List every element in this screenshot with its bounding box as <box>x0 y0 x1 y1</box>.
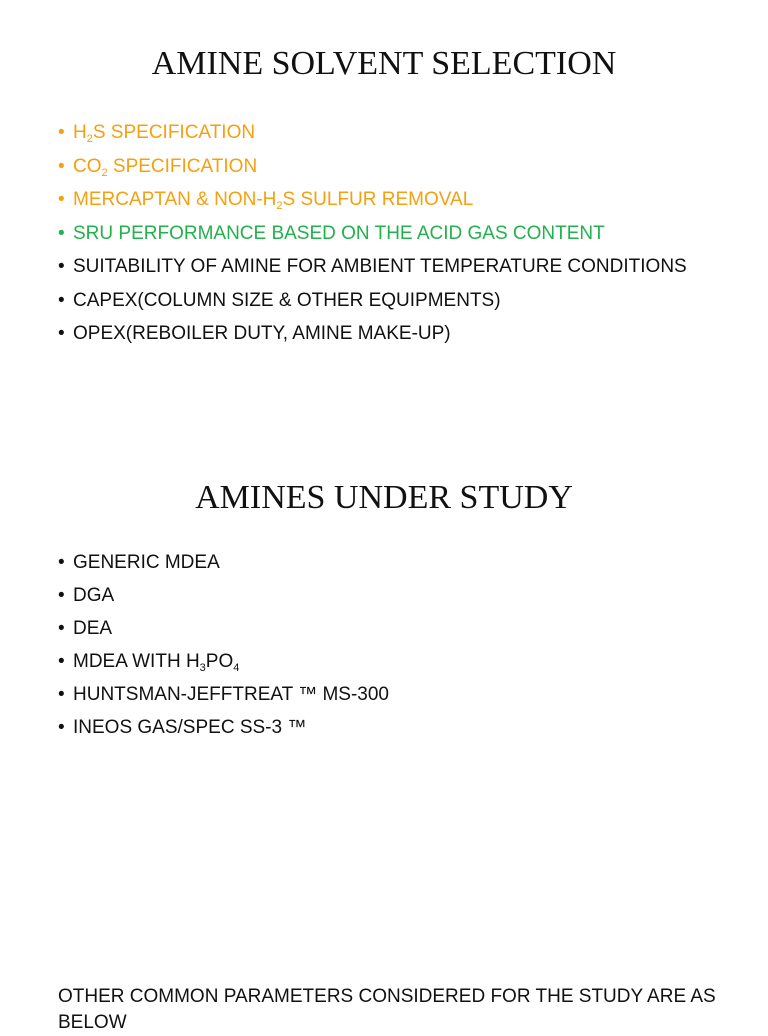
section-title-amines-under-study: AMINES UNDER STUDY <box>195 479 573 516</box>
list-item-text: $CO_2$ SPECIFICATION <box>73 155 258 179</box>
bullet-icon: • <box>58 651 65 672</box>
bullet-icon: • <box>58 717 65 738</box>
list-item-generic-mdea <box>58 550 389 583</box>
list-item-text: DGA <box>73 585 115 606</box>
list-item-ineos-gas-spec <box>58 715 389 748</box>
selection-criteria-list <box>58 120 687 355</box>
bullet-icon: • <box>58 222 65 244</box>
list-item-h2s-specification <box>58 120 687 154</box>
list-item-mdea-h3po4 <box>58 649 389 682</box>
list-item-ambient-suitability <box>58 254 687 288</box>
list-item-sru-performance <box>58 221 687 255</box>
bullet-icon: • <box>58 323 65 344</box>
bullet-icon: • <box>58 122 65 143</box>
list-item-text: $H_2S$ SPECIFICATION <box>73 122 256 145</box>
list-item-huntsman-jefftreat <box>58 682 389 715</box>
list-item-dga <box>58 583 389 616</box>
bullet-icon: • <box>58 585 65 606</box>
list-item-mercaptan-removal <box>58 187 687 221</box>
bullet-icon: • <box>58 189 65 210</box>
list-item-dea <box>58 616 389 649</box>
list-item-opex <box>58 321 687 355</box>
list-item-text: CAPEX(COLUMN SIZE & OTHER EQUIPMENTS) <box>73 289 501 311</box>
list-item-text: DEA <box>73 618 113 639</box>
list-item-text: SRU PERFORMANCE BASED ON THE ACID GAS CONTENT <box>73 222 605 244</box>
bullet-icon: • <box>58 155 65 177</box>
list-item-capex <box>58 288 687 322</box>
list-item-text: OPEX(REBOILER DUTY, AMINE MAKE-UP) <box>73 323 451 344</box>
amines-list <box>58 550 389 748</box>
list-item-text: MDEA WITH $H_3PO_4$ <box>73 651 240 674</box>
list-item-text: MERCAPTAN & NON-$H_2S$ SULFUR REMOVAL <box>73 189 474 212</box>
bullet-icon: • <box>58 684 65 705</box>
bullet-icon: • <box>58 552 65 573</box>
list-item-text: INEOS GAS/SPEC SS-3 ™ <box>73 717 307 738</box>
bullet-icon: • <box>58 618 65 639</box>
section-title-amine-solvent-selection: AMINE SOLVENT SELECTION <box>151 45 617 82</box>
footer-note: OTHER COMMON PARAMETERS CONSIDERED FOR THE STUDY ARE AS BELOW <box>58 986 716 1033</box>
list-item-text: GENERIC MDEA <box>73 552 220 573</box>
list-item-text: SUITABILITY OF AMINE FOR AMBIENT TEMPERATURE CONDITIONS <box>73 256 687 277</box>
bullet-icon: • <box>58 289 65 311</box>
bullet-icon: • <box>58 256 65 277</box>
list-item-text: HUNTSMAN-JEFFTREAT ™ MS-300 <box>73 684 389 705</box>
list-item-co2-specification <box>58 154 687 188</box>
